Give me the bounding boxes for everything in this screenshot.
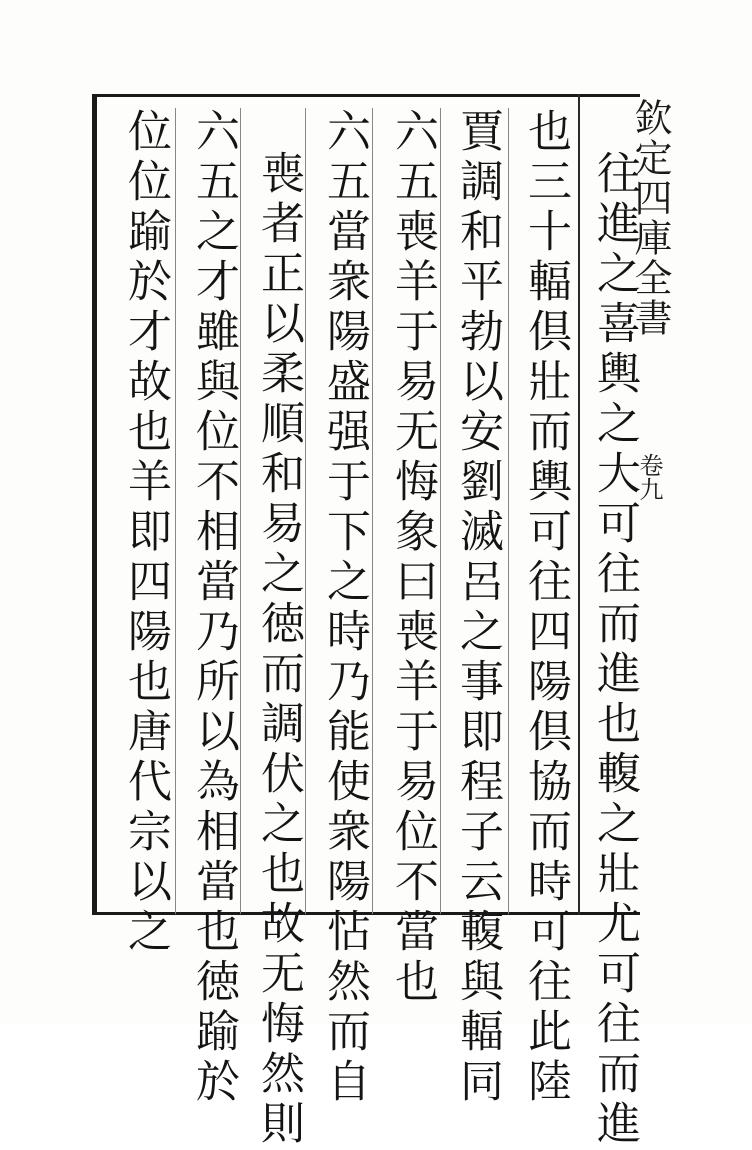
text-column-7: 六五之才雖與位不相當乃所以為相當也徳踰於 [188,108,239,1108]
column-rule [175,108,176,914]
text-column-2: 也三十輻倶壯而輿可往四陽倶協而時可往此陸 [520,108,571,1108]
column-rule [508,108,509,914]
text-column-4: 六五喪羊于易无悔象曰喪羊于易位不當也 [387,108,438,1008]
book-title: 欽定四庫全書 [628,98,672,338]
frame-top-border [92,94,640,97]
volume-label: 卷九 [635,453,663,501]
frame-right-border [578,94,580,915]
text-column-3: 賈調和平勃以安劉滅呂之事即程子云輹與輻同 [452,108,503,1108]
frame-left-border [92,94,97,915]
text-column-6: 喪者正以柔順和易之徳而調伏之也故无悔然則 [253,150,304,1150]
text-column-5: 六五當衆陽盛强于下之時乃能使衆陽怗然而自 [319,108,370,1108]
text-column-1: 往進之喜輿之大可往而進也輹之壯尤可往而進 [589,150,640,1150]
text-column-8: 位位踰於才故也羊即四陽也唐代宗以之 [120,108,171,958]
